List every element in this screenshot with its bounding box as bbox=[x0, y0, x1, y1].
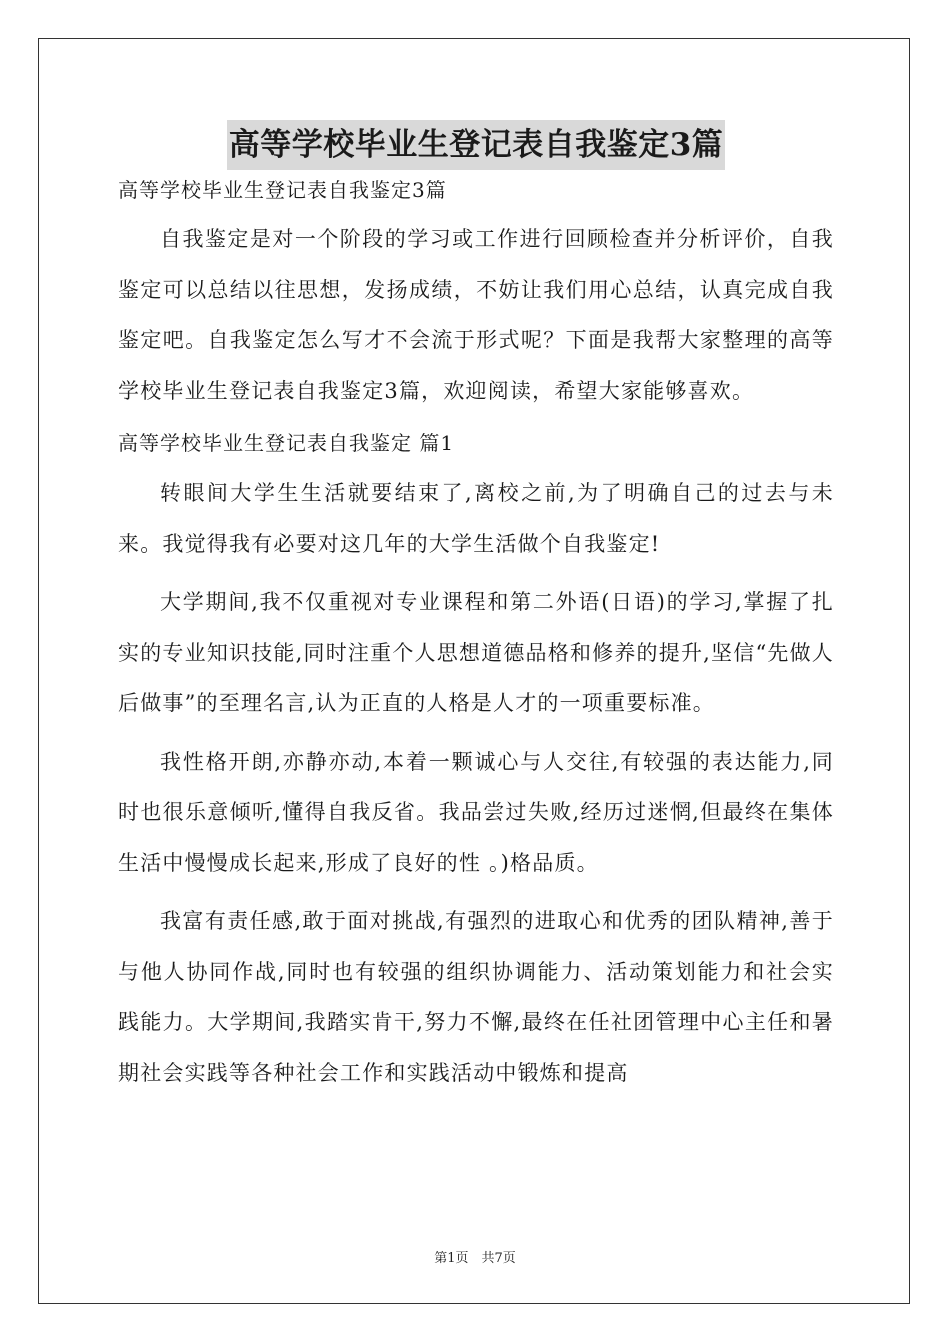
body-paragraph-2: 大学期间,我不仅重视对专业课程和第二外语(日语)的学习,掌握了扎实的专业知识技能,同时注重个人思想道德品格和修养的提升,坚信“先做人后做事”的至理名言,认为正直的人格是人才的一项重要标准。 bbox=[118, 590, 834, 715]
page-footer: 第1页 共7页 bbox=[434, 1251, 516, 1266]
body-paragraph-4: 我富有责任感,敢于面对挑战,有强烈的进取心和优秀的团队精神,善于与他人协同作战,同时也有较强的组织协调能力、活动策划能力和社会实践能力。大学期间,我踏实肯干,努力不懈,最终在任社团管理中心主任和暑期社会实践等各种社会工作和实践活动中锻炼和提高 bbox=[118, 909, 834, 1085]
intro-paragraph: 自我鉴定是对一个阶段的学习或工作进行回顾检查并分析评价，自我鉴定可以总结以往思想，发扬成绩，不妨让我们用心总结，认真完成自我鉴定吧。自我鉴定怎么写才不会流于形式呢？下面是我帮大家整理的高等学校毕业生登记表自我鉴定3篇，欢迎阅读，希望大家能够喜欢。 bbox=[118, 227, 834, 403]
document-body bbox=[118, 120, 834, 1098]
document-subtitle: 高等学校毕业生登记表自我鉴定3篇 bbox=[118, 178, 447, 202]
section-heading: 高等学校毕业生登记表自我鉴定 篇1 bbox=[118, 431, 455, 455]
body-paragraph-1: 转眼间大学生生活就要结束了,离校之前,为了明确自己的过去与未来。我觉得我有必要对这几年的大学生活做个自我鉴定! bbox=[118, 481, 834, 556]
document-title: 高等学校毕业生登记表自我鉴定3篇 bbox=[227, 120, 726, 170]
body-paragraph-3: 我性格开朗,亦静亦动,本着一颗诚心与人交往,有较强的表达能力,同时也很乐意倾听,懂得自我反省。我品尝过失败,经历过迷惘,但最终在集体生活中慢慢成长起来,形成了良好的性 。)格品质。 bbox=[118, 749, 834, 875]
title-container bbox=[118, 120, 834, 170]
